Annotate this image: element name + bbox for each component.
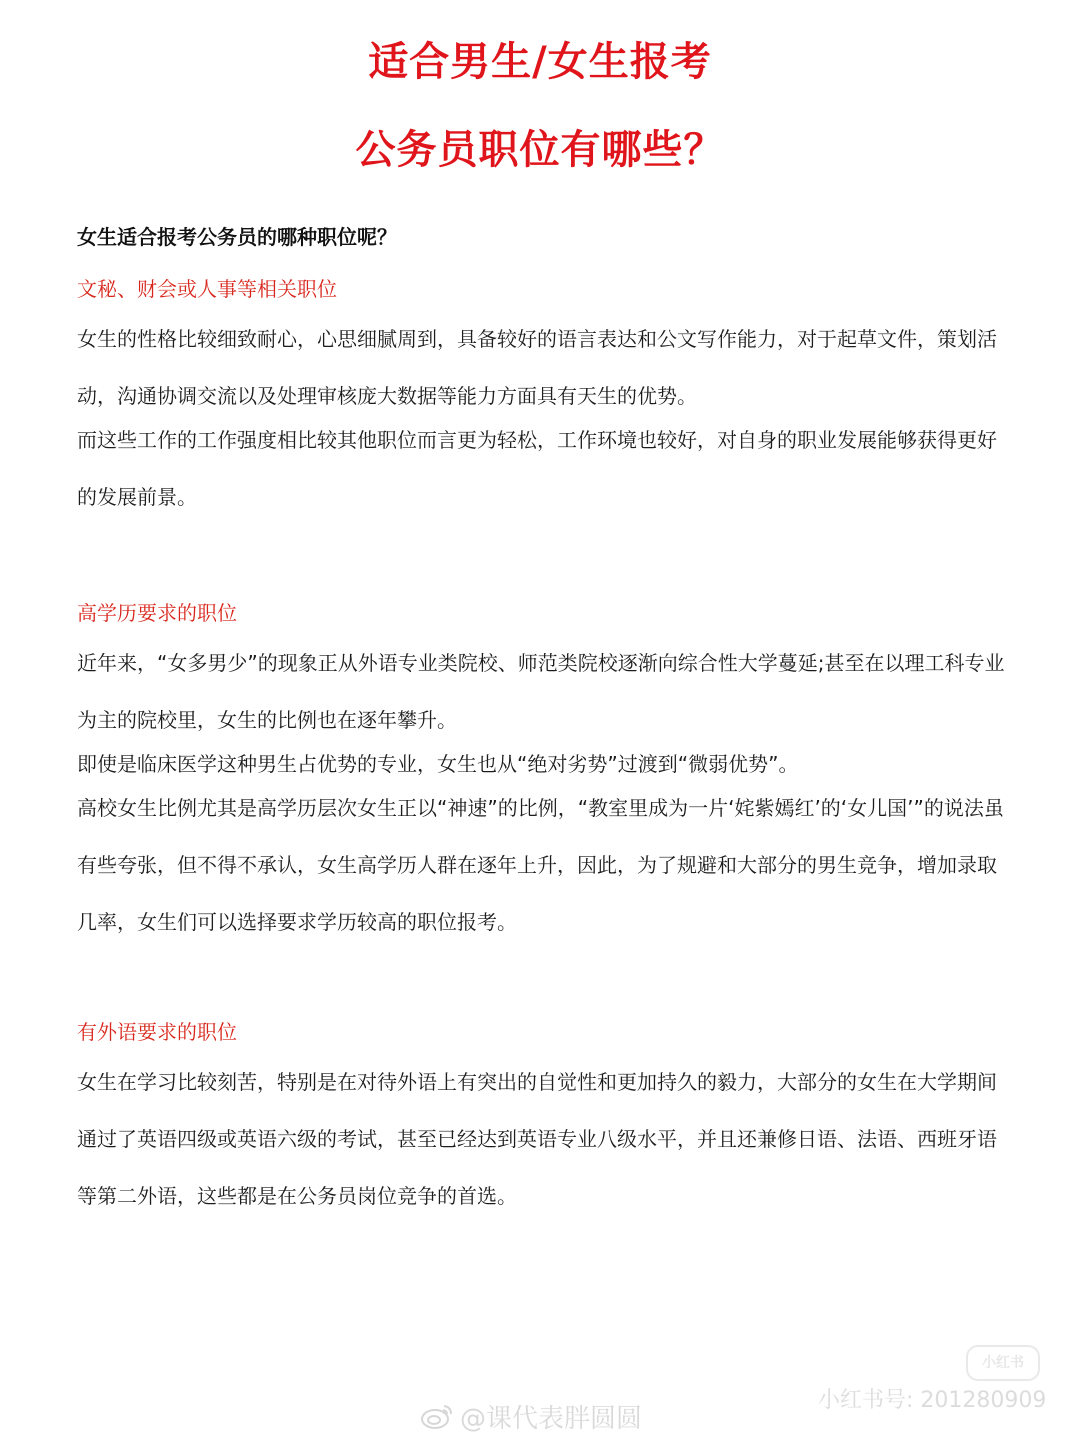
weibo-icon [420, 1402, 454, 1437]
xiaohongshu-logo: 小红书 [966, 1345, 1040, 1381]
section-heading: 有外语要求的职位 [77, 1020, 237, 1044]
section-heading: 高学历要求的职位 [77, 601, 237, 625]
section-paragraph: 高校女生比例尤其是高学历层次女生正以“神速”的比例，“教室里成为一片‘姹紫嫣红’的‘女儿国’”的说法虽有些夸张，但不得不承认，女生高学历人群在逐年上升，因此，为了规避和大部分的男生竞争，增加录取几率，女生们可以选择要求学历较高的职位报考。 [77, 796, 1004, 934]
section-heading: 文秘、财会或人事等相关职位 [77, 277, 337, 301]
page-title-line-1: 适合男生/女生报考 [368, 39, 712, 85]
section-paragraph: 女生的性格比较细致耐心，心思细腻周到，具备较好的语言表达和公文写作能力，对于起草文件，策划活动，沟通协调交流以及处理审核庞大数据等能力方面具有天生的优势。 [77, 327, 997, 408]
section-paragraph: 而这些工作的工作强度相比较其他职位而言更为轻松，工作环境也较好，对自身的职业发展能够获得更好的发展前景。 [77, 428, 997, 509]
section-high-education [77, 598, 1007, 951]
section-secretarial [77, 274, 1007, 526]
weibo-watermark [420, 1398, 642, 1437]
question-heading: 女生适合报考公务员的哪种职位呢？ [77, 225, 397, 249]
section-paragraph: 近年来，“女多男少”的现象正从外语专业类院校、师范类院校逐渐向综合性大学蔓延;甚至在以理工科专业为主的院校里，女生的比例也在逐年攀升。 [77, 651, 1005, 732]
section-paragraph: 即使是临床医学这种男生占优势的专业，女生也从“绝对劣势”过渡到“微弱优势”。 [77, 752, 799, 776]
page-title-line-2: 公务员职位有哪些？ [355, 127, 725, 173]
section-foreign-language [77, 1017, 1007, 1225]
xiaohongshu-id-watermark: 小红书号: 201280909 [818, 1388, 1047, 1413]
section-paragraph: 女生在学习比较刻苦，特别是在对待外语上有突出的自觉性和更加持久的毅力，大部分的女生在大学期间通过了英语四级或英语六级的考试，甚至已经达到英语专业八级水平，并且还兼修日语、法语、西班牙语等第二外语，这些都是在公务员岗位竞争的首选。 [77, 1070, 997, 1208]
article-body [77, 222, 1007, 1225]
weibo-handle: @课代表胖圆圆 [460, 1404, 643, 1434]
